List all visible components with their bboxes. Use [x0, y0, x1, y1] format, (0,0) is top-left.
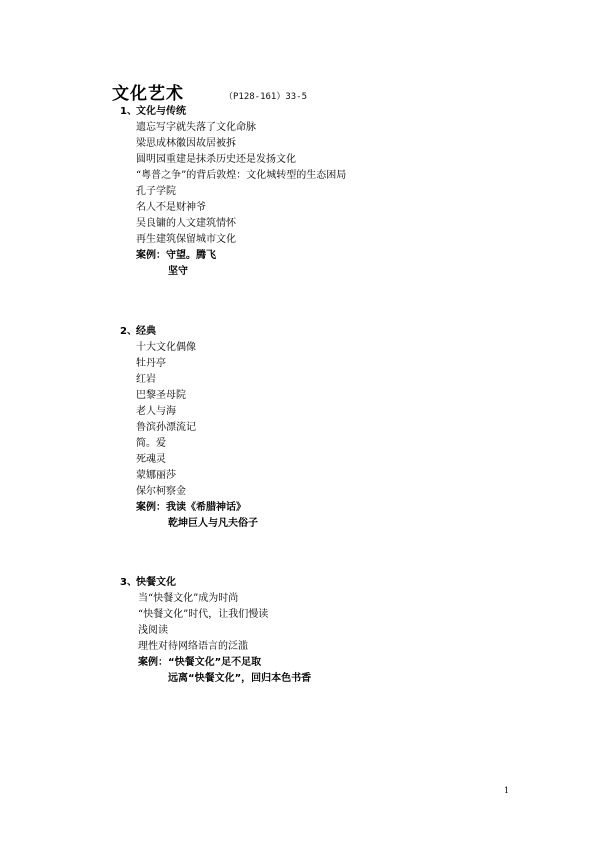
section-classics — [120, 324, 560, 532]
list-item: 再生建筑保留城市文化 — [136, 234, 236, 245]
section-heading — [120, 104, 560, 120]
list-item: 老人与海 — [136, 406, 176, 417]
list-item: 浅阅读 — [138, 625, 168, 636]
section-items — [136, 340, 560, 532]
section-number: 3、 — [120, 577, 137, 588]
list-item: 圆明园重建是抹杀历史还是发扬文化 — [136, 154, 296, 165]
list-item: “快餐文化”时代，让我们慢读 — [138, 609, 269, 620]
title-line — [112, 79, 307, 104]
list-item: 牡丹亭 — [136, 358, 166, 369]
section-number: 2、 — [120, 326, 137, 337]
page-reference: （P128-161）33-5 — [224, 92, 308, 102]
section-culture-tradition — [120, 104, 560, 280]
list-item: 当“快餐文化”成为时尚 — [138, 593, 239, 604]
case-label: 案例：我读《希腊神话》 — [136, 502, 246, 513]
list-item: 简。爱 — [136, 438, 166, 449]
list-item: 保尔柯察金 — [136, 486, 186, 497]
section-items — [138, 591, 560, 687]
list-item: 梁思成林徽因故居被拆 — [136, 138, 236, 149]
section-fast-food-culture — [120, 575, 560, 687]
section-number: 1、 — [120, 106, 137, 117]
list-item: 孔子学院 — [136, 186, 176, 197]
section-title: 快餐文化 — [136, 577, 176, 588]
section-heading — [120, 575, 560, 591]
section-items — [136, 120, 560, 280]
list-item: 巴黎圣母院 — [136, 390, 186, 401]
list-item: “粤普之争”的背后敦煌：文化城转型的生态困局 — [136, 170, 347, 181]
case-subtitle: 远离“快餐文化”，回归本色书香 — [168, 673, 312, 684]
case-label: 案例：“快餐文化”足不足取 — [138, 657, 262, 668]
list-item: 吴良镛的人文建筑情怀 — [136, 218, 236, 229]
list-item: 死魂灵 — [136, 454, 166, 465]
list-item: 名人不是财神爷 — [136, 202, 206, 213]
list-item: 红岩 — [136, 374, 156, 385]
case-subtitle: 乾坤巨人与凡夫俗子 — [168, 518, 258, 529]
case-subtitle: 坚守 — [168, 266, 188, 277]
list-item: 遗忘写字就失落了文化命脉 — [136, 122, 256, 133]
page-title: 文化艺术 — [112, 84, 184, 104]
list-item: 理性对待网络语言的泛滥 — [138, 641, 248, 652]
list-item: 蒙娜丽莎 — [136, 470, 176, 481]
case-label: 案例：守望。腾飞 — [136, 250, 216, 261]
section-title: 经典 — [136, 326, 156, 337]
list-item: 鲁滨孙漂流记 — [136, 422, 196, 433]
section-heading — [120, 324, 560, 340]
list-item: 十大文化偶像 — [136, 342, 196, 353]
page-number: 1 — [504, 786, 510, 795]
section-title: 文化与传统 — [136, 106, 186, 117]
